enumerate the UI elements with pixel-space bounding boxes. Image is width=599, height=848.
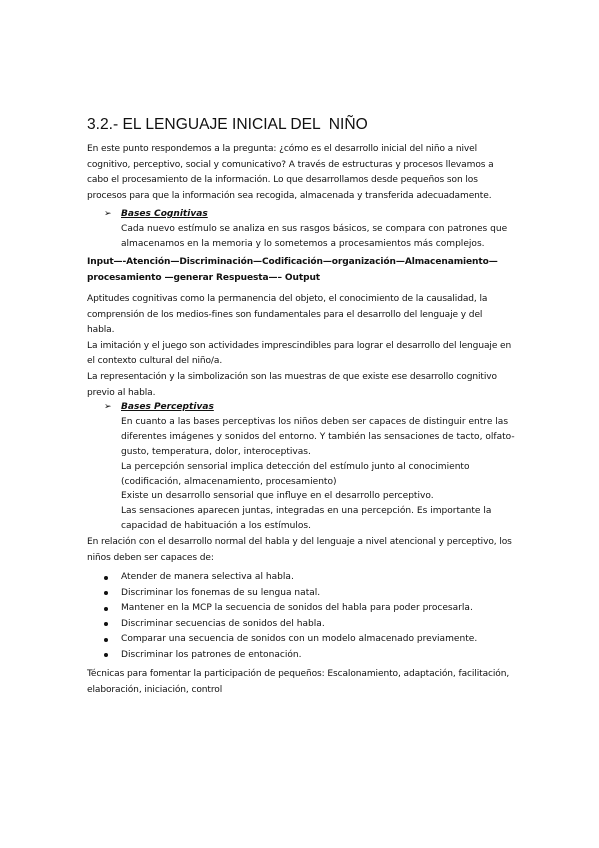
bases-perceptivas-line: Existe un desarrollo sensorial que influye en el desarrollo perceptivo. xyxy=(121,491,434,502)
bullet-icon xyxy=(104,653,108,657)
bases-perceptivas-line: Las sensaciones aparecen juntas, integradas en una percepción. Es importante la xyxy=(121,506,492,517)
intro-line: cognitivo, perceptivo, social y comunicativo? A través de estructuras y procesos llevamos a xyxy=(87,159,494,170)
intro-line: cabo el procesamiento de la información. Lo que desarrollamos desde pequeños son los xyxy=(87,175,478,186)
bullet-icon xyxy=(104,607,108,611)
abilities-list xyxy=(104,570,477,664)
list-item-text: Mantener en la MCP la secuencia de sonidos del habla para poder procesarla. xyxy=(121,603,473,614)
bases-perceptivas-line: diferentes imágenes y sonidos del entorno. Y también las sensaciones de tacto, olfato- xyxy=(121,431,515,442)
relacion-line: niños deben ser capaces de: xyxy=(87,552,214,563)
list-item xyxy=(104,648,477,664)
list-item-text: Discriminar los patrones de entonación. xyxy=(121,649,302,660)
bases-perceptivas-line: capacidad de habituación a los estímulos. xyxy=(121,521,311,532)
bases-cognitivas-line: Cada nuevo estímulo se analiza en sus rasgos básicos, se compara con patrones que xyxy=(121,223,508,234)
tecnicas-line: elaboración, iniciación, control xyxy=(87,684,223,695)
aptitudes-line: habla. xyxy=(87,325,115,336)
bases-perceptivas-line: gusto, temperatura, dolor, interoceptivas. xyxy=(121,446,311,457)
bases-cognitivas-title: Bases Cognitivas xyxy=(121,209,208,219)
aptitudes-paragraph xyxy=(87,292,527,401)
arrow-bullet-icon: ➢ xyxy=(104,402,112,412)
relacion-paragraph xyxy=(87,535,527,566)
list-item xyxy=(104,586,477,602)
bases-cognitivas-body xyxy=(121,222,526,252)
bases-perceptivas-title: Bases Perceptivas xyxy=(121,402,214,412)
list-item xyxy=(104,632,477,648)
bullet-icon xyxy=(104,591,108,595)
aptitudes-line: La representación y la simbolización son las muestras de que existe ese desarrollo cognitivo xyxy=(87,371,497,382)
process-chain xyxy=(87,255,527,286)
list-item xyxy=(104,601,477,617)
bullet-icon xyxy=(104,576,108,580)
aptitudes-line: previo al habla. xyxy=(87,387,156,398)
list-item-text: Discriminar secuencias de sonidos del habla. xyxy=(121,618,325,629)
tecnicas-line: Técnicas para fomentar la participación de pequeños: Escalonamiento, adaptación, facilitación, xyxy=(87,669,510,679)
list-item-text: Atender de manera selectiva al habla. xyxy=(121,572,294,582)
bases-perceptivas-body xyxy=(121,415,526,534)
list-item xyxy=(104,617,477,633)
intro-paragraph xyxy=(87,142,527,204)
section-title: 3.2.- EL LENGUAJE INICIAL DEL NIÑO xyxy=(87,116,368,133)
bases-cognitivas-line: almacenamos en la memoria y lo sometemos a procesamientos más complejos. xyxy=(121,238,485,249)
relacion-line: En relación con el desarrollo normal del habla y del lenguaje a nivel atencional y perceptivo, los xyxy=(87,537,512,547)
arrow-bullet-icon: ➢ xyxy=(104,209,112,219)
list-item-text: Discriminar los fonemas de su lengua natal. xyxy=(121,587,321,598)
list-item xyxy=(104,570,477,586)
bullet-icon xyxy=(104,638,108,642)
intro-line: procesos para que la información sea recogida, almacenada y transferida adecuadamente. xyxy=(87,190,492,201)
aptitudes-line: el contexto cultural del niño/a. xyxy=(87,356,223,367)
tecnicas-paragraph xyxy=(87,667,527,698)
aptitudes-line: La imitación y el juego son actividades imprescindibles para lograr el desarrollo del lenguaje en xyxy=(87,340,512,351)
aptitudes-line: comprensión de los medios-fines son fundamentales para el desarrollo del lenguaje y del xyxy=(87,309,483,320)
bases-perceptivas-line: En cuanto a las bases perceptivas los niños deben ser capaces de distinguir entre las xyxy=(121,416,509,427)
list-item-text: Comparar una secuencia de sonidos con un modelo almacenado previamente. xyxy=(121,634,478,645)
bases-perceptivas-line: (codificación, almacenamiento, procesamiento) xyxy=(121,476,337,487)
process-chain-line: procesamiento —generar Respuesta—– Output xyxy=(87,272,321,283)
intro-line: En este punto respondemos a la pregunta: ¿cómo es el desarrollo inicial del niño a nivel xyxy=(87,144,478,154)
aptitudes-line: Aptitudes cognitivas como la permanencia del objeto, el conocimiento de la causalidad, la xyxy=(87,294,488,304)
bases-perceptivas-line: La percepción sensorial implica detección del estímulo junto al conocimiento xyxy=(121,461,470,472)
bullet-icon xyxy=(104,622,108,626)
process-chain-line: Input—-Atención—Discriminación—Codificación—organización—Almacenamiento— xyxy=(87,257,498,267)
